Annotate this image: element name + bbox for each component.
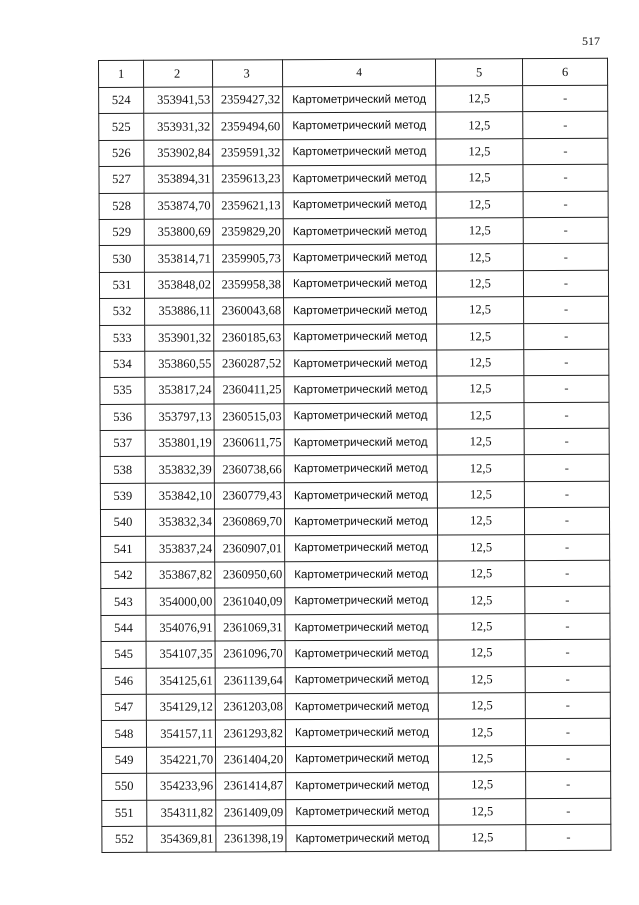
note-cell: - xyxy=(524,481,609,508)
note-cell: - xyxy=(525,587,610,614)
method-cell: Картометрический метод xyxy=(283,192,436,219)
y-coordinate-cell: 2359829,20 xyxy=(213,219,283,246)
x-coordinate-cell: 353874,70 xyxy=(144,193,213,220)
method-cell: Картометрический метод xyxy=(283,139,436,166)
accuracy-cell: 12,5 xyxy=(438,719,525,746)
x-coordinate-cell: 353832,34 xyxy=(145,509,214,536)
point-number-cell: 542 xyxy=(101,562,146,589)
note-cell: - xyxy=(525,692,610,719)
note-cell: - xyxy=(523,217,608,244)
y-coordinate-cell: 2359427,32 xyxy=(213,87,283,114)
x-coordinate-cell: 354369,81 xyxy=(147,826,216,853)
accuracy-cell: 12,5 xyxy=(436,244,523,271)
method-cell: Картометрический метод xyxy=(285,746,438,773)
y-coordinate-cell: 2360779,43 xyxy=(214,483,284,510)
table-row xyxy=(99,191,608,220)
table-row xyxy=(101,560,610,589)
table-row xyxy=(100,455,609,484)
note-cell: - xyxy=(526,824,611,851)
y-coordinate-cell: 2360907,01 xyxy=(215,535,285,562)
note-cell: - xyxy=(525,613,610,640)
method-cell: Картометрический метод xyxy=(285,561,438,588)
y-coordinate-cell: 2359613,23 xyxy=(213,166,283,193)
table-row xyxy=(101,534,610,563)
method-cell: Картометрический метод xyxy=(284,350,437,377)
column-header: 4 xyxy=(283,59,436,87)
table-row xyxy=(99,244,608,273)
x-coordinate-cell: 353801,19 xyxy=(145,430,214,457)
accuracy-cell: 12,5 xyxy=(437,323,524,350)
method-cell: Картометрический метод xyxy=(285,667,438,694)
note-cell: - xyxy=(525,719,610,746)
table-row xyxy=(101,666,610,695)
accuracy-cell: 12,5 xyxy=(437,350,524,377)
method-cell: Картометрический метод xyxy=(285,587,438,614)
x-coordinate-cell: 353931,32 xyxy=(144,113,213,140)
table-row xyxy=(100,376,609,405)
note-cell: - xyxy=(523,112,608,139)
note-cell: - xyxy=(525,639,610,666)
table-row xyxy=(99,164,608,193)
accuracy-cell: 12,5 xyxy=(437,455,524,482)
point-number-cell: 537 xyxy=(100,430,145,457)
point-number-cell: 540 xyxy=(100,510,145,537)
y-coordinate-cell: 2360043,68 xyxy=(214,298,284,325)
table-row xyxy=(102,798,611,827)
accuracy-cell: 12,5 xyxy=(436,112,523,139)
x-coordinate-cell: 353797,13 xyxy=(145,404,214,431)
method-cell: Картометрический метод xyxy=(285,614,438,641)
method-cell: Картометрический метод xyxy=(283,271,436,298)
method-cell: Картометрический метод xyxy=(285,640,438,667)
x-coordinate-cell: 353800,69 xyxy=(144,219,213,246)
note-cell: - xyxy=(523,191,608,218)
y-coordinate-cell: 2360515,03 xyxy=(214,403,284,430)
x-coordinate-cell: 354107,35 xyxy=(146,641,215,668)
point-number-cell: 529 xyxy=(99,219,144,246)
accuracy-cell: 12,5 xyxy=(439,772,526,799)
x-coordinate-cell: 354125,61 xyxy=(146,668,215,695)
table-row xyxy=(100,323,609,352)
x-coordinate-cell: 353941,53 xyxy=(144,87,213,114)
accuracy-cell: 12,5 xyxy=(438,587,525,614)
x-coordinate-cell: 353867,82 xyxy=(146,562,215,589)
table-row xyxy=(102,771,611,800)
column-header: 6 xyxy=(522,58,607,85)
point-number-cell: 525 xyxy=(99,114,144,141)
x-coordinate-cell: 353894,31 xyxy=(144,166,213,193)
note-cell: - xyxy=(524,508,609,535)
accuracy-cell: 12,5 xyxy=(438,666,525,693)
note-cell: - xyxy=(524,402,609,429)
accuracy-cell: 12,5 xyxy=(439,825,526,852)
method-cell: Картометрический метод xyxy=(284,376,437,403)
point-number-cell: 535 xyxy=(100,378,145,405)
point-number-cell: 550 xyxy=(102,773,147,800)
method-cell: Картометрический метод xyxy=(284,508,437,535)
y-coordinate-cell: 2360950,60 xyxy=(215,562,285,589)
method-cell: Картометрический метод xyxy=(284,429,437,456)
table-header xyxy=(99,58,608,87)
accuracy-cell: 12,5 xyxy=(437,297,524,324)
accuracy-cell: 12,5 xyxy=(436,86,523,113)
x-coordinate-cell: 353902,84 xyxy=(144,140,213,167)
x-coordinate-cell: 354157,11 xyxy=(146,720,215,747)
accuracy-cell: 12,5 xyxy=(438,534,525,561)
column-header: 5 xyxy=(435,59,522,86)
method-cell: Картометрический метод xyxy=(286,825,439,852)
table-row xyxy=(99,138,608,167)
table-row xyxy=(101,587,610,616)
x-coordinate-cell: 354221,70 xyxy=(146,747,215,774)
note-cell: - xyxy=(525,745,610,772)
y-coordinate-cell: 2359905,73 xyxy=(213,245,283,272)
point-number-cell: 544 xyxy=(101,615,146,642)
accuracy-cell: 12,5 xyxy=(437,429,524,456)
point-number-cell: 528 xyxy=(99,193,144,220)
y-coordinate-cell: 2361040,09 xyxy=(215,588,285,615)
coordinates-table xyxy=(98,58,611,854)
table-row xyxy=(101,745,610,774)
y-coordinate-cell: 2359958,38 xyxy=(213,271,283,298)
accuracy-cell: 12,5 xyxy=(438,745,525,772)
y-coordinate-cell: 2360287,52 xyxy=(214,351,284,378)
y-coordinate-cell: 2360611,75 xyxy=(214,430,284,457)
table-row xyxy=(101,639,610,668)
y-coordinate-cell: 2360738,66 xyxy=(214,456,284,483)
note-cell: - xyxy=(524,455,609,482)
table-body xyxy=(99,85,611,853)
accuracy-cell: 12,5 xyxy=(436,138,523,165)
point-number-cell: 536 xyxy=(100,404,145,431)
accuracy-cell: 12,5 xyxy=(437,402,524,429)
point-number-cell: 547 xyxy=(101,694,146,721)
table-row xyxy=(100,349,609,378)
x-coordinate-cell: 353832,39 xyxy=(145,456,214,483)
method-cell: Картометрический метод xyxy=(285,535,438,562)
column-header: 3 xyxy=(213,60,283,87)
x-coordinate-cell: 354076,91 xyxy=(146,615,215,642)
y-coordinate-cell: 2360185,63 xyxy=(214,324,284,351)
x-coordinate-cell: 353901,32 xyxy=(145,325,214,352)
method-cell: Картометрический метод xyxy=(285,719,438,746)
table-row xyxy=(101,719,610,748)
accuracy-cell: 12,5 xyxy=(436,191,523,218)
y-coordinate-cell: 2359494,60 xyxy=(213,113,283,140)
accuracy-cell: 12,5 xyxy=(438,640,525,667)
table-row xyxy=(100,508,609,537)
y-coordinate-cell: 2361203,08 xyxy=(215,694,285,721)
accuracy-cell: 12,5 xyxy=(437,508,524,535)
note-cell: - xyxy=(524,349,609,376)
y-coordinate-cell: 2359621,13 xyxy=(213,192,283,219)
x-coordinate-cell: 353848,02 xyxy=(144,272,213,299)
accuracy-cell: 12,5 xyxy=(437,482,524,509)
method-cell: Картометрический метод xyxy=(283,244,436,271)
x-coordinate-cell: 353817,24 xyxy=(145,377,214,404)
x-coordinate-cell: 354233,96 xyxy=(147,773,216,800)
y-coordinate-cell: 2361096,70 xyxy=(215,641,285,668)
note-cell: - xyxy=(526,798,611,825)
x-coordinate-cell: 354129,12 xyxy=(146,694,215,721)
method-cell: Картометрический метод xyxy=(283,218,436,245)
point-number-cell: 543 xyxy=(101,589,146,616)
x-coordinate-cell: 353886,11 xyxy=(145,298,214,325)
note-cell: - xyxy=(523,138,608,165)
accuracy-cell: 12,5 xyxy=(439,798,526,825)
accuracy-cell: 12,5 xyxy=(438,561,525,588)
accuracy-cell: 12,5 xyxy=(436,270,523,297)
note-cell: - xyxy=(523,244,608,271)
table-row xyxy=(102,824,611,853)
point-number-cell: 524 xyxy=(99,87,144,114)
point-number-cell: 532 xyxy=(100,298,145,325)
table-row xyxy=(100,428,609,457)
table-row xyxy=(99,217,608,246)
point-number-cell: 546 xyxy=(101,668,146,695)
point-number-cell: 527 xyxy=(99,166,144,193)
header-row xyxy=(99,58,608,87)
note-cell: - xyxy=(525,666,610,693)
accuracy-cell: 12,5 xyxy=(436,218,523,245)
table-row xyxy=(100,402,609,431)
accuracy-cell: 12,5 xyxy=(438,693,525,720)
y-coordinate-cell: 2361398,19 xyxy=(216,826,286,853)
note-cell: - xyxy=(524,376,609,403)
point-number-cell: 530 xyxy=(99,246,144,273)
method-cell: Картометрический метод xyxy=(286,772,439,799)
note-cell: - xyxy=(523,85,608,112)
point-number-cell: 534 xyxy=(100,351,145,378)
note-cell: - xyxy=(526,771,611,798)
method-cell: Картометрический метод xyxy=(283,112,436,139)
x-coordinate-cell: 353842,10 xyxy=(145,483,214,510)
y-coordinate-cell: 2361414,87 xyxy=(216,773,286,800)
table-row xyxy=(100,296,609,325)
table-row xyxy=(100,481,609,510)
table-row xyxy=(99,85,608,114)
method-cell: Картометрический метод xyxy=(284,324,437,351)
x-coordinate-cell: 353837,24 xyxy=(146,536,215,563)
table-row xyxy=(99,270,608,299)
column-header: 1 xyxy=(99,60,144,87)
point-number-cell: 549 xyxy=(101,747,146,774)
y-coordinate-cell: 2361293,82 xyxy=(215,720,285,747)
page-number: 517 xyxy=(582,34,600,48)
method-cell: Картометрический метод xyxy=(284,455,437,482)
y-coordinate-cell: 2360869,70 xyxy=(214,509,284,536)
y-coordinate-cell: 2361409,09 xyxy=(216,799,286,826)
y-coordinate-cell: 2360411,25 xyxy=(214,377,284,404)
table-row xyxy=(101,613,610,642)
point-number-cell: 552 xyxy=(102,826,147,853)
method-cell: Картометрический метод xyxy=(285,693,438,720)
note-cell: - xyxy=(525,560,610,587)
method-cell: Картометрический метод xyxy=(286,799,439,826)
table-row xyxy=(101,692,610,721)
point-number-cell: 539 xyxy=(100,483,145,510)
column-header: 2 xyxy=(144,60,213,87)
table-row xyxy=(99,112,608,141)
note-cell: - xyxy=(523,164,608,191)
accuracy-cell: 12,5 xyxy=(437,376,524,403)
point-number-cell: 551 xyxy=(102,800,147,827)
note-cell: - xyxy=(525,534,610,561)
y-coordinate-cell: 2361404,20 xyxy=(215,746,285,773)
note-cell: - xyxy=(524,296,609,323)
note-cell: - xyxy=(523,270,608,297)
point-number-cell: 541 xyxy=(101,536,146,563)
method-cell: Картометрический метод xyxy=(284,403,437,430)
point-number-cell: 533 xyxy=(100,325,145,352)
x-coordinate-cell: 354311,82 xyxy=(147,800,216,827)
x-coordinate-cell: 353814,71 xyxy=(144,245,213,272)
accuracy-cell: 12,5 xyxy=(438,613,525,640)
point-number-cell: 538 xyxy=(100,457,145,484)
y-coordinate-cell: 2361139,64 xyxy=(215,667,285,694)
method-cell: Картометрический метод xyxy=(284,482,437,509)
accuracy-cell: 12,5 xyxy=(436,165,523,192)
y-coordinate-cell: 2361069,31 xyxy=(215,615,285,642)
point-number-cell: 526 xyxy=(99,140,144,167)
x-coordinate-cell: 353860,55 xyxy=(145,351,214,378)
point-number-cell: 531 xyxy=(99,272,144,299)
x-coordinate-cell: 354000,00 xyxy=(146,588,215,615)
note-cell: - xyxy=(524,428,609,455)
point-number-cell: 548 xyxy=(101,721,146,748)
method-cell: Картометрический метод xyxy=(283,86,436,113)
method-cell: Картометрический метод xyxy=(284,297,437,324)
y-coordinate-cell: 2359591,32 xyxy=(213,139,283,166)
point-number-cell: 545 xyxy=(101,641,146,668)
note-cell: - xyxy=(524,323,609,350)
method-cell: Картометрический метод xyxy=(283,165,436,192)
